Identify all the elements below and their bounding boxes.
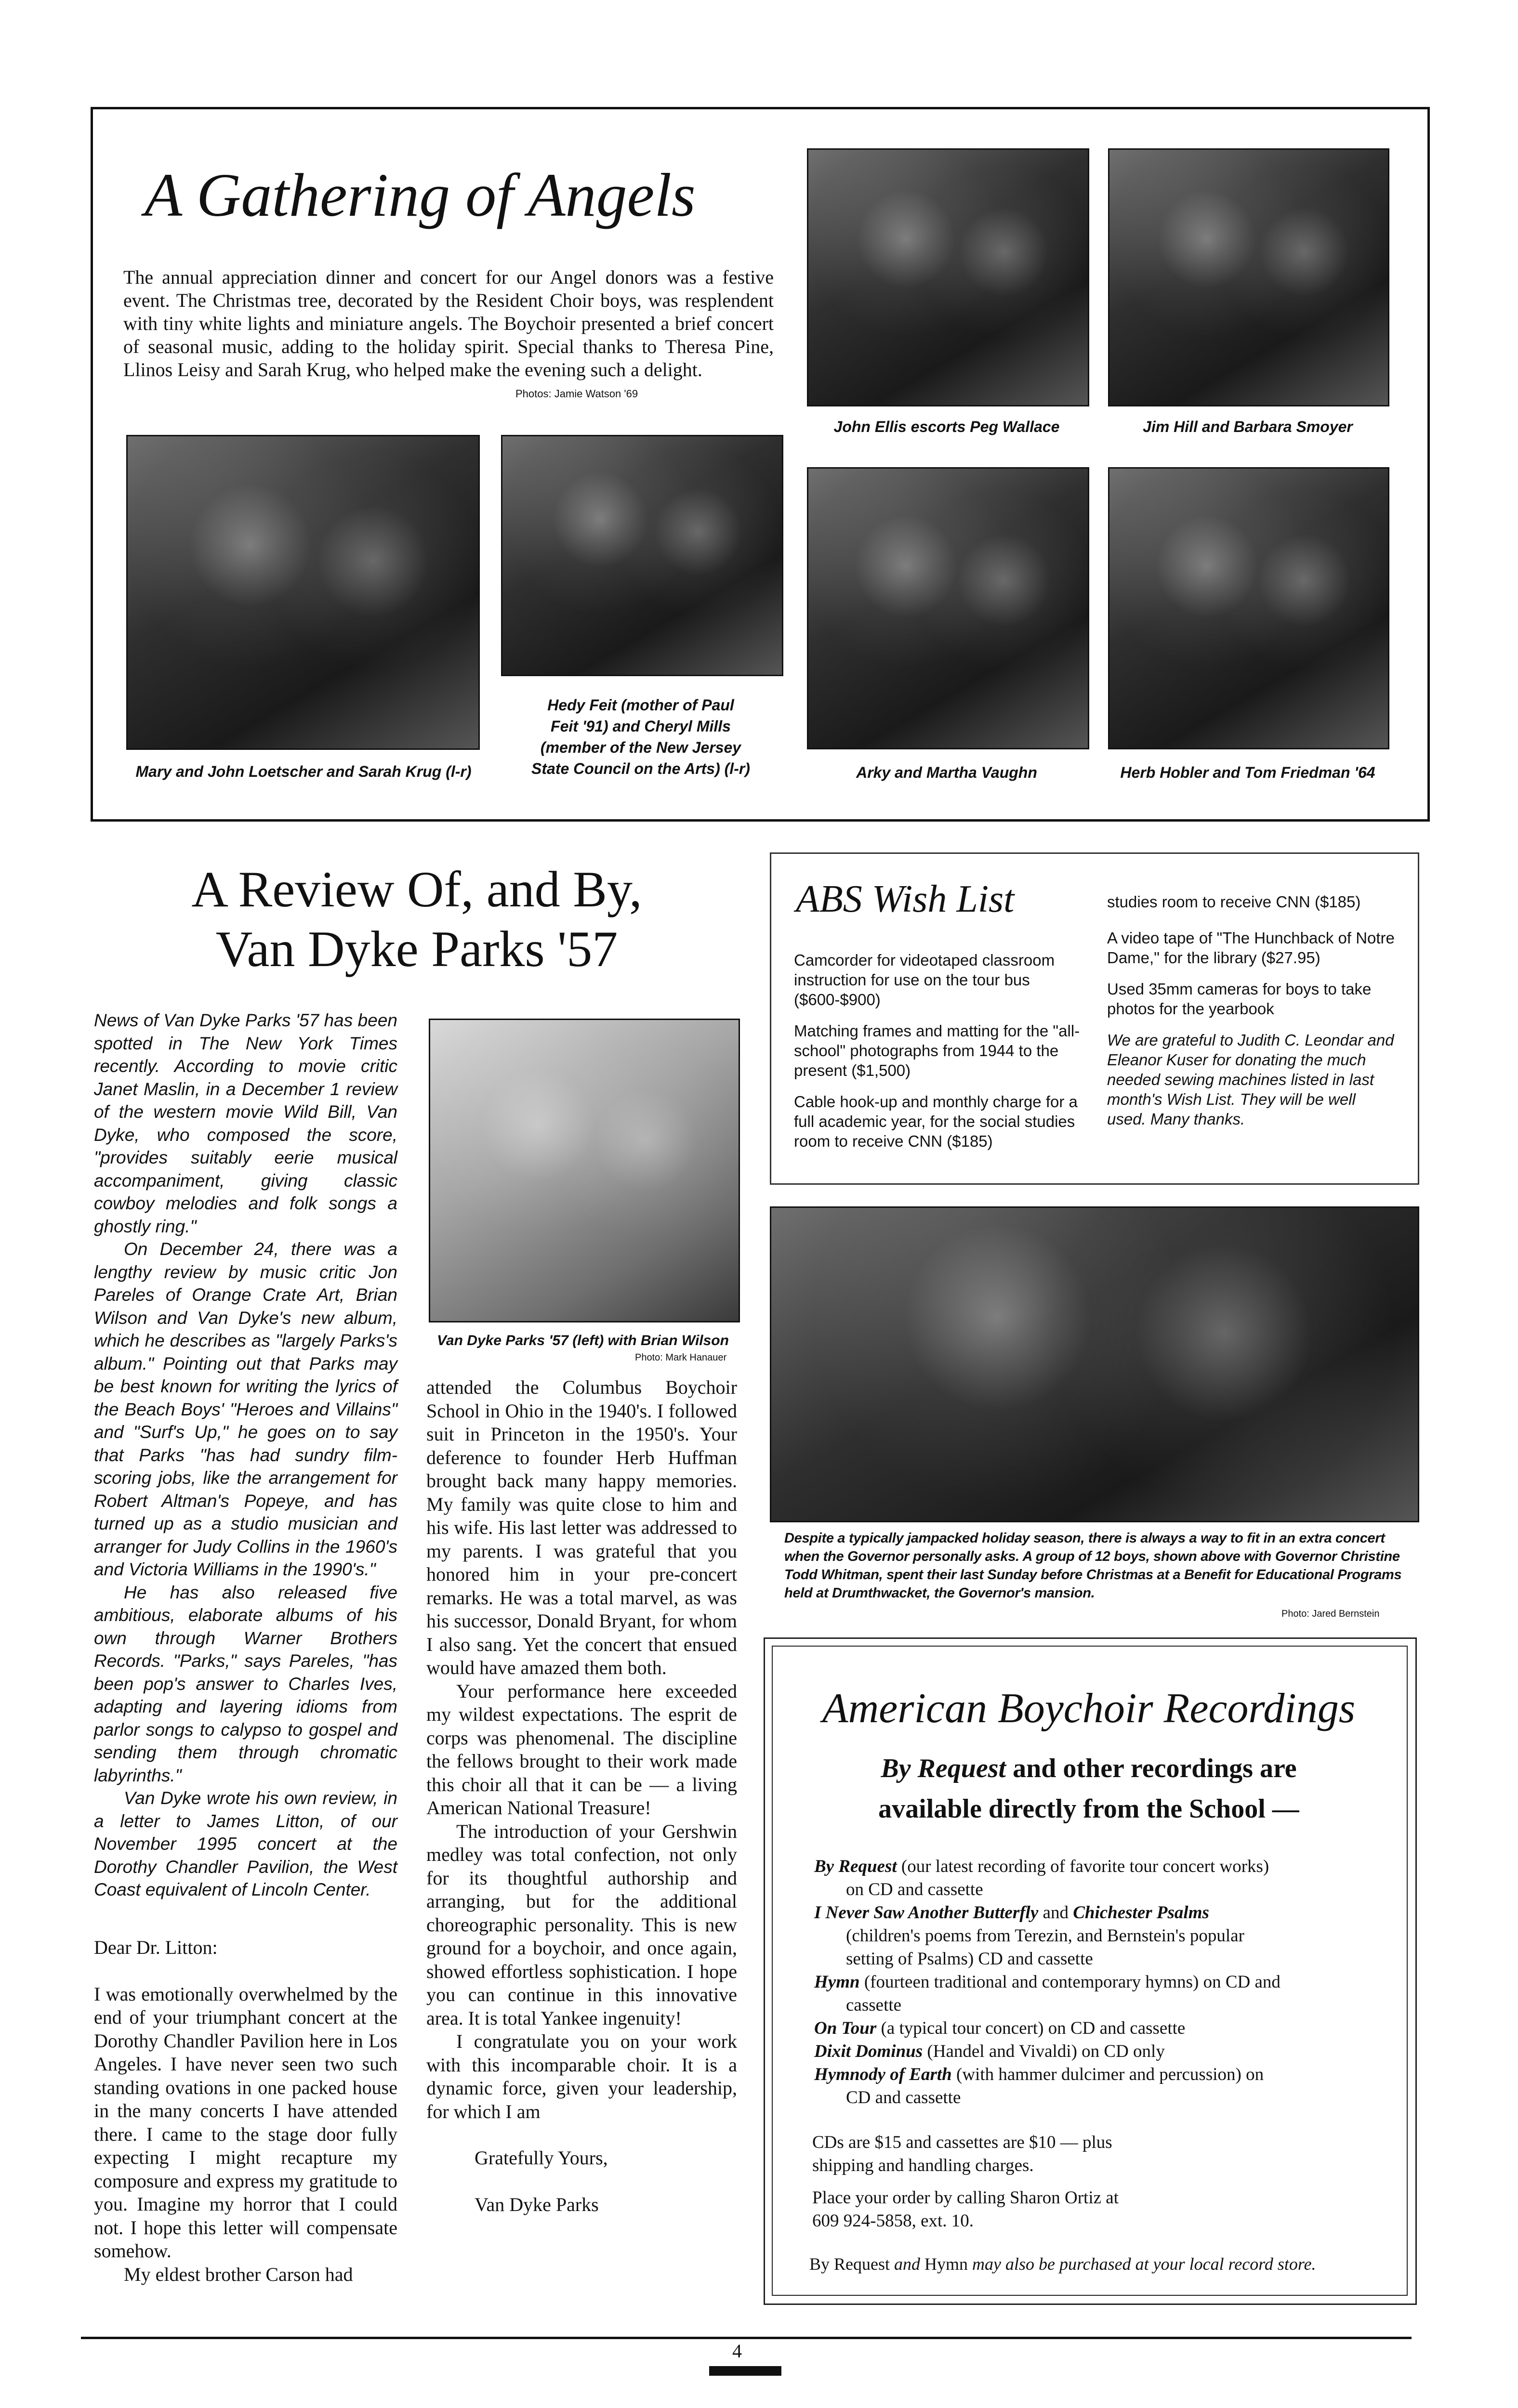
- angels-photo-credit: Photos: Jamie Watson '69: [515, 388, 638, 400]
- recording-by-request-desc: (our latest recording of favorite tour concert works): [897, 1857, 1269, 1876]
- letter-closing: Gratefully Yours,: [475, 2147, 608, 2169]
- recording-on-tour-desc: (a typical tour concert) on CD and cassette: [876, 2018, 1186, 2038]
- recording-on-tour-title: On Tour: [814, 2018, 877, 2038]
- note-and: and: [890, 2254, 924, 2274]
- review-intro-column: [94, 1009, 397, 1901]
- recording-hymn-format: cassette: [846, 1995, 902, 2015]
- recording-on-tour: [814, 2017, 1392, 2040]
- photo-feit-mills: [501, 435, 783, 676]
- page-number: 4: [732, 2340, 742, 2362]
- recording-by-request-format: on CD and cassette: [846, 1880, 983, 1899]
- caption-governor: Despite a typically jampacked holiday season, there is always a way to fit in an extra concert when the Governor personally asks. A group of 12 boys, shown above with Governor Christine Todd Whitman, spent their last Sunday before Christmas at a Benefit for Educational Programs held at Drumthwacket, the Governor's mansion.: [784, 1531, 1402, 1601]
- recording-hymn: [814, 1971, 1392, 1994]
- review-para2: On December 24, there was a lengthy review by music critic Jon Pareles of Orange Crate Art, Brian Wilson and Van Dyke's new album, which he describes as "largely Parks's album." Pointing out that Parks may be best known for writing the lyrics of the Beach Boys' "Heroes and Villains" and "Surf's Up," he goes on to say that Parks "has had sundry film-scoring jobs, like the arrangement for Robert Altman's Popeye, and has turned up as a studio musician and arranger for Judy Collins in the 1960's and Victoria Williams in the 1990's.": [94, 1239, 397, 1579]
- wishlist-col2: [1107, 892, 1396, 1140]
- angels-body: The annual appreciation dinner and concert for our Angel donors was a festive event. The Christmas tree, decorated by the Resident Choir boys, was resplendent with tiny white lights and miniature angels. The Boychoir presented a brief concert of seasonal music, adding to the holiday spirit. Special thanks to Theresa Pine, Llinos Leisy and Sarah Krug, who helped make the evening such a delight.: [123, 266, 774, 380]
- page-number-bar: [709, 2366, 781, 2376]
- review-title: [116, 860, 718, 979]
- recording-by-request: [814, 1855, 1392, 1878]
- recordings-subtitle: [780, 1748, 1397, 1829]
- wishlist-title: ABS Wish List: [796, 878, 1015, 920]
- recording-butterfly-desc1: (children's poems from Terezin, and Bernstein's popular: [846, 1926, 1244, 1946]
- letter-salutation: Dear Dr. Litton:: [94, 1937, 218, 1958]
- caption-hobler-friedman: Herb Hobler and Tom Friedman '64: [1120, 764, 1375, 781]
- recording-hymn-title: Hymn: [814, 1972, 860, 1992]
- wishlist-item-cable-cont: studies room to receive CNN ($185): [1107, 893, 1361, 911]
- recording-hymnody-title: Hymnody of Earth: [814, 2065, 952, 2084]
- caption-feit-mills: [491, 694, 790, 779]
- caption-hill-smoyer: Jim Hill and Barbara Smoyer: [1143, 418, 1353, 435]
- wishlist-item-frames: Matching frames and matting for the "all-school" photographs from 1944 to the present ($1,500): [794, 1022, 1080, 1079]
- caption-feit-line1: Hedy Feit (mother of Paul: [547, 696, 734, 714]
- recordings-prices-line1: CDs are $15 and cassettes are $10 — plus: [812, 2133, 1112, 2152]
- recordings-prices: [812, 2131, 1390, 2177]
- recording-hymnody-desc: (with hammer dulcimer and percussion) on: [951, 2065, 1264, 2084]
- credit-governor: Photo: Jared Bernstein: [1281, 1609, 1380, 1619]
- recording-butterfly-and: and: [1038, 1903, 1073, 1923]
- letter-col2-para2: Your performance here exceeded my wildest expectations. The esprit de corps was phenomenal. The discipline the fellows brought to their work made this choir all that it can be — a living American National Treasure!: [426, 1680, 737, 1819]
- recording-hymn-desc: (fourteen traditional and contemporary hymns) on CD and: [859, 1972, 1280, 1992]
- note-hymn: Hymn: [924, 2254, 968, 2274]
- caption-loetscher-krug: Mary and John Loetscher and Sarah Krug (l-r): [135, 763, 472, 780]
- review-para3: He has also released five ambitious, elaborate albums of his own through Warner Brothers Records. "Parks," says Pareles, "has been pop's answer to Charles Ives, adapting and layering idioms from parlor songs to calypso to gospel and sending them through chromatic labyrinths.": [94, 1582, 397, 1785]
- recording-dixit-desc: (Handel and Vivaldi) on CD only: [923, 2042, 1165, 2061]
- review-title-line2: Van Dyke Parks '57: [215, 921, 618, 977]
- photo-loetscher-krug: [126, 435, 480, 750]
- caption-ellis-wallace: John Ellis escorts Peg Wallace: [833, 418, 1060, 435]
- caption-parks-wilson: Van Dyke Parks '57 (left) with Brian Wilson: [437, 1333, 729, 1348]
- photo-hill-smoyer: [1108, 148, 1389, 406]
- wishlist-item-video: A video tape of "The Hunchback of Notre Dame," for the library ($27.95): [1107, 929, 1395, 967]
- recordings-order: [812, 2186, 1390, 2233]
- recordings-order-line2: 609 924-5858, ext. 10.: [812, 2211, 974, 2231]
- caption-vaughn: Arky and Martha Vaughn: [856, 764, 1037, 781]
- letter-col2-para3: The introduction of your Gershwin medley was total confection, not only for its thoughtful authorship and arranging, but for the additional choreographic personality. This is new ground for a boychoir, and once again, showed effortless sophistication. I hope you can continue in this innovative area. It is total Yankee ingenuity!: [426, 1820, 737, 2029]
- recordings-subtitle-rest: and other recordings are: [1006, 1754, 1297, 1783]
- wishlist-item-cameras: Used 35mm cameras for boys to take photos for the yearbook: [1107, 980, 1372, 1018]
- review-para4: Van Dyke wrote his own review, in a letter to James Litton, of our November 1995 concert at the Dorothy Chandler Pavilion, the West Coast equivalent of Lincoln Center.: [94, 1788, 397, 1899]
- recordings-title: American Boychoir Recordings: [822, 1685, 1356, 1732]
- recordings-store-note: [809, 2252, 1407, 2276]
- review-intro: News of Van Dyke Parks '57 has been spotted in The New York Times recently. According to movie critic Janet Maslin, in a December 1 review of the western movie Wild Bill, Van Dyke, who composed the score, "provides suitably eerie musical accompaniment, giving classic cowboy melodies and folk songs a ghostly ring.": [94, 1010, 397, 1236]
- review-letter-column: [94, 1936, 397, 2286]
- photo-hobler-friedman: [1108, 467, 1389, 749]
- recordings-subtitle-line2: available directly from the School —: [878, 1794, 1299, 1824]
- footer-rule: [81, 2337, 1412, 2339]
- recording-butterfly: [814, 1901, 1392, 1924]
- wishlist-item-camcorder: Camcorder for videotaped classroom instruction for use on the tour bus ($600-$900): [794, 951, 1055, 1008]
- recording-chichester-title: Chichester Psalms: [1073, 1903, 1209, 1923]
- recording-hymnody: [814, 2063, 1392, 2086]
- wishlist-item-cable: Cable hook-up and monthly charge for a full academic year, for the social studies room to receive CNN ($185): [794, 1093, 1078, 1150]
- recording-hymnody-format: CD and cassette: [846, 2088, 961, 2107]
- letter-para2: My eldest brother Carson had: [124, 2263, 353, 2285]
- review-title-line1: A Review Of, and By,: [191, 861, 642, 917]
- recordings-prices-line2: shipping and handling charges.: [812, 2156, 1034, 2175]
- photo-parks-wilson: [429, 1019, 740, 1322]
- letter-signature: Van Dyke Parks: [475, 2193, 599, 2215]
- caption-feit-line3: (member of the New Jersey: [540, 739, 741, 756]
- note-rest: may also be purchased at your local record store.: [968, 2254, 1316, 2274]
- angels-title: A Gathering of Angels: [145, 161, 696, 229]
- recordings-list: [814, 1855, 1392, 2109]
- wishlist-col1: [794, 950, 1088, 1150]
- note-by-request: By Request: [809, 2254, 890, 2274]
- recording-dixit-title: Dixit Dominus: [814, 2042, 923, 2061]
- credit-parks-wilson: Photo: Mark Hanauer: [635, 1352, 727, 1363]
- photo-ellis-wallace: [807, 148, 1089, 406]
- review-col2: [426, 1376, 737, 2216]
- recording-by-request-title: By Request: [814, 1857, 897, 1876]
- recordings-subtitle-title: By Request: [881, 1754, 1006, 1783]
- caption-feit-line4: State Council on the Arts) (l-r): [531, 760, 750, 777]
- recording-butterfly-title: I Never Saw Another Butterfly: [814, 1903, 1039, 1923]
- wishlist-thanks: We are grateful to Judith C. Leondar and Eleanor Kuser for donating the much needed sewing machines listed in last month's Wish List. They will be well used. Many thanks.: [1107, 1031, 1394, 1128]
- photo-vaughn: [807, 467, 1089, 749]
- recordings-subtitle-line1: [780, 1748, 1397, 1789]
- recording-butterfly-desc2: setting of Psalms) CD and cassette: [846, 1949, 1093, 1969]
- caption-feit-line2: Feit '91) and Cheryl Mills: [551, 718, 731, 735]
- recording-dixit: [814, 2040, 1392, 2063]
- photo-governor-choir: [770, 1206, 1419, 1522]
- recordings-order-line1: Place your order by calling Sharon Ortiz at: [812, 2188, 1119, 2208]
- letter-col2-para1: attended the Columbus Boychoir School in Ohio in the 1940's. I followed suit in Princeton in the 1950's. Your deference to founder Herb Huffman brought back many happy memories. My family was quite close to him and his wife. His last letter was addressed to my parents. I was grateful that you honored him in your pre-concert remarks. He was a total marvel, as was his successor, Donald Bryant, for whom I also sang. Yet the concert that ensued would have amazed them both.: [426, 1376, 737, 1678]
- letter-para1: I was emotionally overwhelmed by the end of your triumphant concert at the Dorothy Chandler Pavilion here in Los Angeles. I have never seen two such standing ovations in one packed house in the many concerts I have attended there. I came to the stage door fully expecting I might recapture my composure and express my gratitude to you. Imagine my horror that I could not. I hope this letter will compensate somehow.: [94, 1983, 397, 2262]
- letter-col2-para4: I congratulate you on your work with this incomparable choir. It is a dynamic force, given your leadership, for which I am: [426, 2030, 737, 2122]
